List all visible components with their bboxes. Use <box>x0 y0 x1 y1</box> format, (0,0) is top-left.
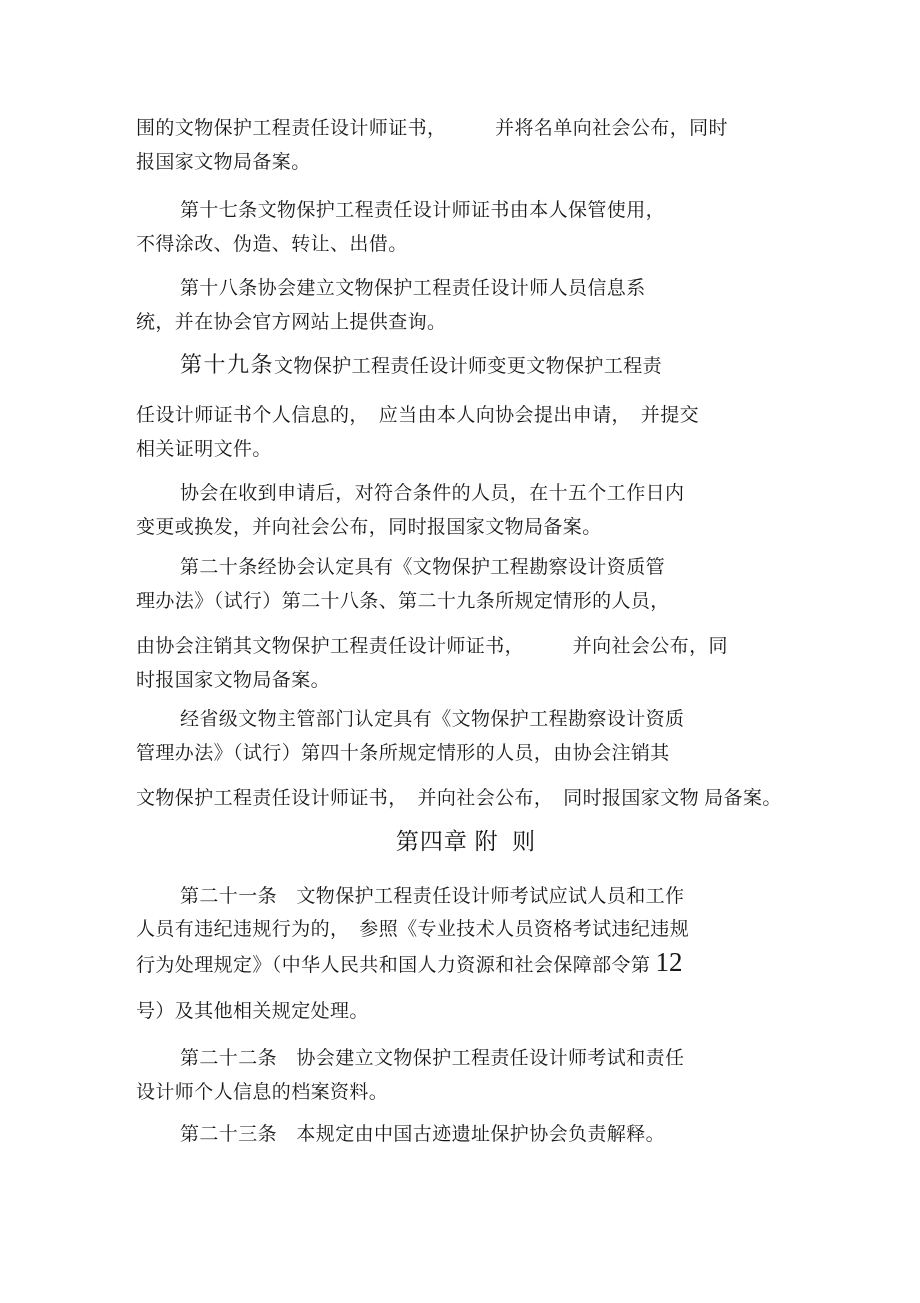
text-line: 任设计师证书个人信息的， 应当由本人向协会提出申请， 并提交 <box>136 405 700 426</box>
paragraph-continuation <box>136 112 728 180</box>
text-line: 人员有违纪违规行为的， 参照《专业技术人员资格考试违纪违规 <box>136 919 690 940</box>
decree-number: 12 <box>655 947 683 977</box>
text-line: 经省级文物主管部门认定具有《文物保护工程勘察设计资质 <box>180 709 685 730</box>
paragraph-article-21 <box>136 880 689 982</box>
paragraph-article-18 <box>136 272 646 340</box>
article-text: 文物保护工程责任设计师变更文物保护工程责 <box>274 356 663 377</box>
text-line: 报国家文物局备案。 <box>136 152 311 173</box>
text-line: 不得涂改、伪造、转让、出借。 <box>136 234 408 255</box>
text-line: 协会在收到申请后，对符合条件的人员，在十五个工作日内 <box>180 483 685 504</box>
text-line: 时报国家文物局备案。 <box>136 670 331 691</box>
paragraph-provincial-authority <box>136 703 684 771</box>
text-line: 第二十一条 文物保护工程责任设计师考试应试人员和工作 <box>180 886 685 907</box>
article-number: 第十九条 <box>180 352 275 377</box>
text-line <box>136 348 662 384</box>
text-line: 变更或换发，并向社会公布，同时报国家文物局备案。 <box>136 517 602 538</box>
chapter-heading: 第四章 附 则 <box>395 829 537 854</box>
text-line: 第二十二条 协会建立文物保护工程责任设计师考试和责任 <box>180 1048 685 1069</box>
text-line: 管理办法》（试行）第四十条所规定情形的人员，由协会注销其 <box>136 743 670 764</box>
paragraph-article-21-continuation <box>136 995 369 1029</box>
paragraph-provincial-continuation <box>136 782 782 816</box>
paragraph-article-19 <box>136 348 662 384</box>
text-line: 围的文物保护工程责任设计师证书， 并将名单向社会公布，同时 <box>136 118 728 139</box>
paragraph-article-20-continuation <box>136 630 728 698</box>
text-line: 第十七条文物保护工程责任设计师证书由本人保管使用， <box>180 200 666 221</box>
text-line <box>136 946 689 982</box>
paragraph-article-17 <box>136 194 665 262</box>
text-line: 统，并在协会官方网站上提供查询。 <box>136 312 447 333</box>
paragraph-association-process <box>136 477 684 545</box>
text-line: 第二十条经协会认定具有《文物保护工程勘察设计资质管 <box>180 557 666 578</box>
paragraph-article-23 <box>136 1118 665 1152</box>
text-line: 设计师个人信息的档案资料。 <box>136 1082 389 1103</box>
text-line: 文物保护工程责任设计师证书， 并向社会公布， 同时报国家文物 局备案。 <box>136 788 782 809</box>
text-line: 相关证明文件。 <box>136 439 272 460</box>
article-text: 行为处理规定》（中华人民共和国人力资源和社会保障部令第 <box>136 955 656 976</box>
paragraph-article-20 <box>136 551 670 619</box>
text-line: 理办法》（试行）第二十八条、第二十九条所规定情形的人员， <box>136 591 670 612</box>
text-line: 第二十三条 本规定由中国古迹遗址保护协会负责解释。 <box>180 1124 666 1145</box>
text-line: 由协会注销其文物保护工程责任设计师证书， 并向社会公布，同 <box>136 636 728 657</box>
paragraph-article-22 <box>136 1042 684 1110</box>
text-line: 号）及其他相关规定处理。 <box>136 1001 369 1022</box>
text-line: 第十八条协会建立文物保护工程责任设计师人员信息系 <box>180 278 646 299</box>
paragraph-article-19-continuation <box>136 399 699 467</box>
